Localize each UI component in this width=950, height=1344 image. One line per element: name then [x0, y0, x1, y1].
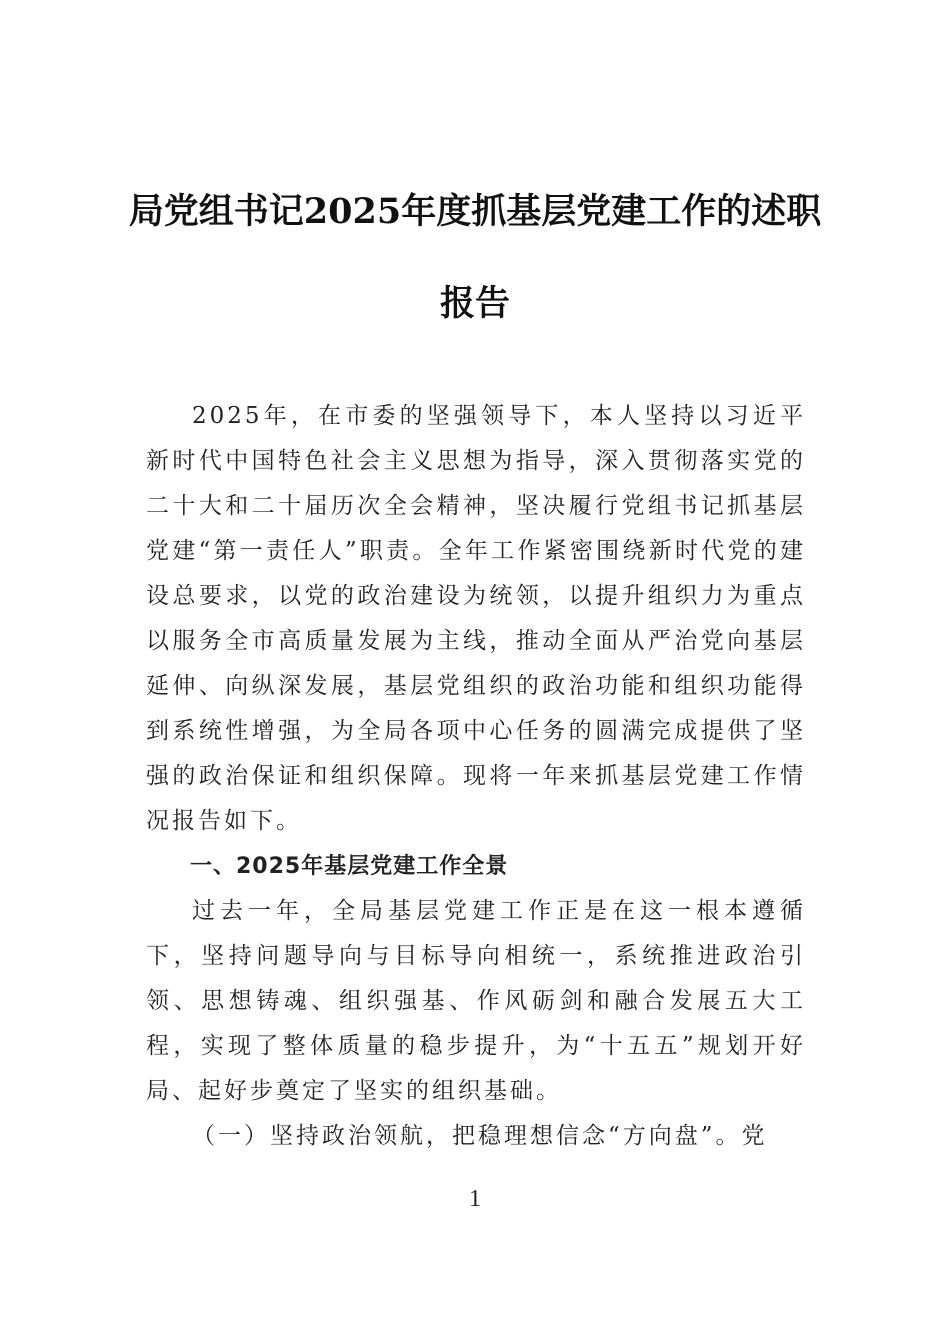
document-title: 局党组书记2025年度抓基层党建工作的述职报告 — [128, 191, 822, 324]
intro-paragraph: 2025年，在市委的坚强领导下，本人坚持以习近平新时代中国特色社会主义思想为指导，深入贯彻落实党的二十大和二十届历次全会精神，坚决履行党组书记抓基层党建“第一责任人”职责。全年工作紧密围绕新时代党的建设总要求，以党的政治建设为统领，以提升组织力为重点以服务全市高质量发展为主线，推动全面从严治党向基层延伸、向纵深发展，基层党组织的政治功能和组织功能得到系统性增强，为全局各项中心任务的圆满完成提供了坚强的政治保证和组织保障。现将一年来抓基层党建工作情况报告如下。 — [146, 403, 806, 834]
subsection-paragraph: （一）坚持政治领航，把稳理想信念“方向盘”。党 — [192, 1123, 768, 1149]
document-body — [146, 394, 806, 1159]
page-number: 1 — [469, 1186, 481, 1212]
section-heading: 一、2025年基层党建工作全景 — [190, 854, 509, 879]
section-paragraph: 过去一年，全局基层党建工作正是在这一根本遵循下，坚持问题导向与目标导向相统一，系统推进政治引领、思想铸魂、组织强基、作风砺剑和融合发展五大工程，实现了整体质量的稳步提升，为“十五五”规划开好局、起好步奠定了坚实的组织基础。 — [146, 898, 806, 1104]
